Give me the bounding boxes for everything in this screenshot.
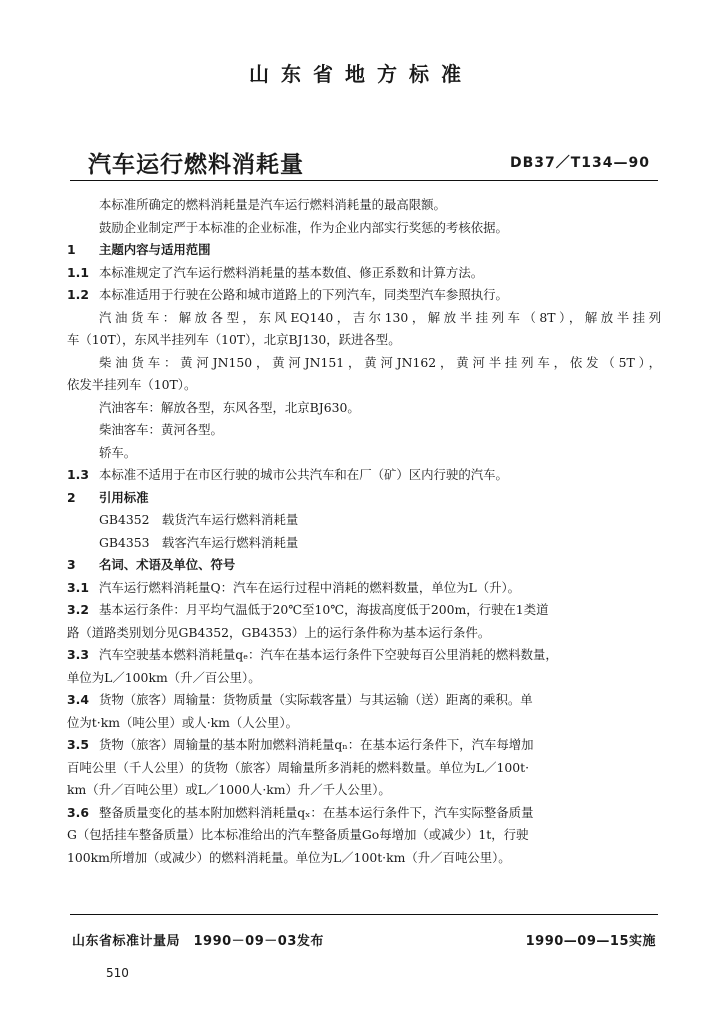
document-code: DB37／T134—90 bbox=[509, 155, 650, 171]
clause-3-3 bbox=[67, 644, 661, 667]
clause-3-6 bbox=[67, 802, 661, 825]
vehicle-list-line: 柴油货车：黄河JN150，黄河JN151，黄河JN162，黄河半挂列车，依发（5T）， bbox=[99, 354, 661, 370]
footer-divider bbox=[70, 914, 658, 915]
publisher-and-issue-date: 山东省标准计量局 1990－09－03发布 bbox=[72, 934, 324, 949]
standard-category-header: 山东省地方标准 bbox=[249, 62, 473, 86]
clause-continuation: 位为t·km（吨公里）或人·km（人公里）。 bbox=[67, 714, 299, 730]
intro-paragraph: 鼓励企业制定严于本标准的企业标准，作为企业内部实行奖惩的考核依据。 bbox=[99, 219, 508, 235]
clause-continuation: 100km所增加（或减少）的燃料消耗量。单位为L／100t·km（升／百吨公里）。 bbox=[67, 849, 511, 865]
clause-number: 1.2 bbox=[67, 287, 89, 302]
clause-text: 汽车运行燃料消耗量Q：汽车在运行过程中消耗的燃料数量，单位为L（升）。 bbox=[99, 579, 521, 595]
implementation-date: 1990—09—15实施 bbox=[525, 934, 656, 949]
clause-text: 整备质量变化的基本附加燃料消耗量qₓ：在基本运行条件下，汽车实际整备质量 bbox=[99, 804, 534, 820]
clause-1-3 bbox=[67, 464, 661, 487]
clause-number: 3.6 bbox=[67, 804, 89, 820]
section-number: 3 bbox=[67, 557, 76, 572]
clause-number: 3.1 bbox=[67, 579, 89, 595]
clause-3-4 bbox=[67, 689, 661, 712]
clause-number: 3.2 bbox=[67, 602, 89, 617]
document-title: 汽车运行燃料消耗量 bbox=[88, 152, 304, 178]
vehicle-list-line: 柴油客车：黄河各型。 bbox=[99, 422, 223, 437]
clause-3-2 bbox=[67, 599, 661, 622]
section-heading bbox=[67, 554, 661, 577]
clause-1-1 bbox=[67, 262, 661, 285]
vehicle-list-line: 车（10T），东风半挂列车（10T），北京BJ130，跃进各型。 bbox=[67, 332, 401, 347]
clause-3-5 bbox=[67, 734, 661, 757]
clause-text: 基本运行条件：月平均气温低于20℃至10℃，海拔高度低于200m，行驶在1类道 bbox=[99, 602, 549, 617]
clause-1-2 bbox=[67, 284, 661, 307]
vehicle-list-line: 轿车。 bbox=[99, 444, 137, 460]
clause-number: 3.3 bbox=[67, 647, 89, 662]
section-number: 2 bbox=[67, 489, 76, 505]
clause-number: 3.5 bbox=[67, 737, 89, 752]
clause-number: 1.1 bbox=[67, 264, 89, 280]
reference-standard: GB4352 载货汽车运行燃料消耗量 bbox=[99, 512, 299, 527]
section-title: 名词、术语及单位、符号 bbox=[99, 557, 236, 572]
clause-text: 货物（旅客）周输量：货物质量（实际载客量）与其运输（送）距离的乘积。单 bbox=[99, 692, 533, 707]
reference-standard: GB4353 载客汽车运行燃料消耗量 bbox=[99, 534, 299, 550]
clause-continuation: 路（道路类别划分见GB4352，GB4353）上的运行条件称为基本运行条件。 bbox=[67, 624, 491, 640]
intro-paragraph: 本标准所确定的燃料消耗量是汽车运行燃料消耗量的最高限额。 bbox=[99, 197, 446, 212]
clause-3-1 bbox=[67, 577, 661, 600]
section-heading bbox=[67, 239, 661, 262]
title-divider bbox=[70, 180, 658, 181]
clause-text: 本标准不适用于在市区行驶的城市公共汽车和在厂（矿）区内行驶的汽车。 bbox=[99, 467, 508, 482]
vehicle-list-line: 汽油货车：解放各型，东风EQ140，吉尔130，解放半挂列车（8T），解放半挂列 bbox=[99, 309, 661, 325]
document-body bbox=[67, 194, 661, 869]
clause-continuation: 单位为L／100km（升／百公里）。 bbox=[67, 669, 261, 685]
clause-text: 汽车空驶基本燃料消耗量qₑ：汽车在基本运行条件下空驶每百公里消耗的燃料数量， bbox=[99, 647, 558, 662]
vehicle-list-line: 汽油客车：解放各型，东风各型，北京BJ630。 bbox=[99, 399, 360, 415]
section-title: 主题内容与适用范围 bbox=[99, 242, 211, 257]
clause-text: 货物（旅客）周输量的基本附加燃料消耗量qₙ：在基本运行条件下，汽车每增加 bbox=[99, 737, 534, 752]
page-number: 510 bbox=[106, 966, 129, 980]
clause-continuation: G（包括挂车整备质量）比本标准给出的汽车整备质量Go每增加（或减少）1t，行驶 bbox=[67, 827, 529, 842]
clause-continuation: km（升／百吨公里）或L／1000人·km）升／千人公里）。 bbox=[67, 782, 391, 797]
clause-text: 本标准适用于行驶在公路和城市道路上的下列汽车，同类型汽车参照执行。 bbox=[99, 287, 508, 302]
section-title: 引用标准 bbox=[99, 489, 149, 505]
section-heading bbox=[67, 487, 661, 510]
section-number: 1 bbox=[67, 242, 76, 257]
clause-number: 3.4 bbox=[67, 692, 89, 707]
clause-number: 1.3 bbox=[67, 467, 89, 482]
clause-text: 本标准规定了汽车运行燃料消耗量的基本数值、修正系数和计算方法。 bbox=[99, 264, 484, 280]
clause-continuation: 百吨公里（千人公里）的货物（旅客）周输量所多消耗的燃料数量。单位为L／100t· bbox=[67, 759, 530, 775]
vehicle-list-line: 依发半挂列车（10T）。 bbox=[67, 377, 197, 392]
